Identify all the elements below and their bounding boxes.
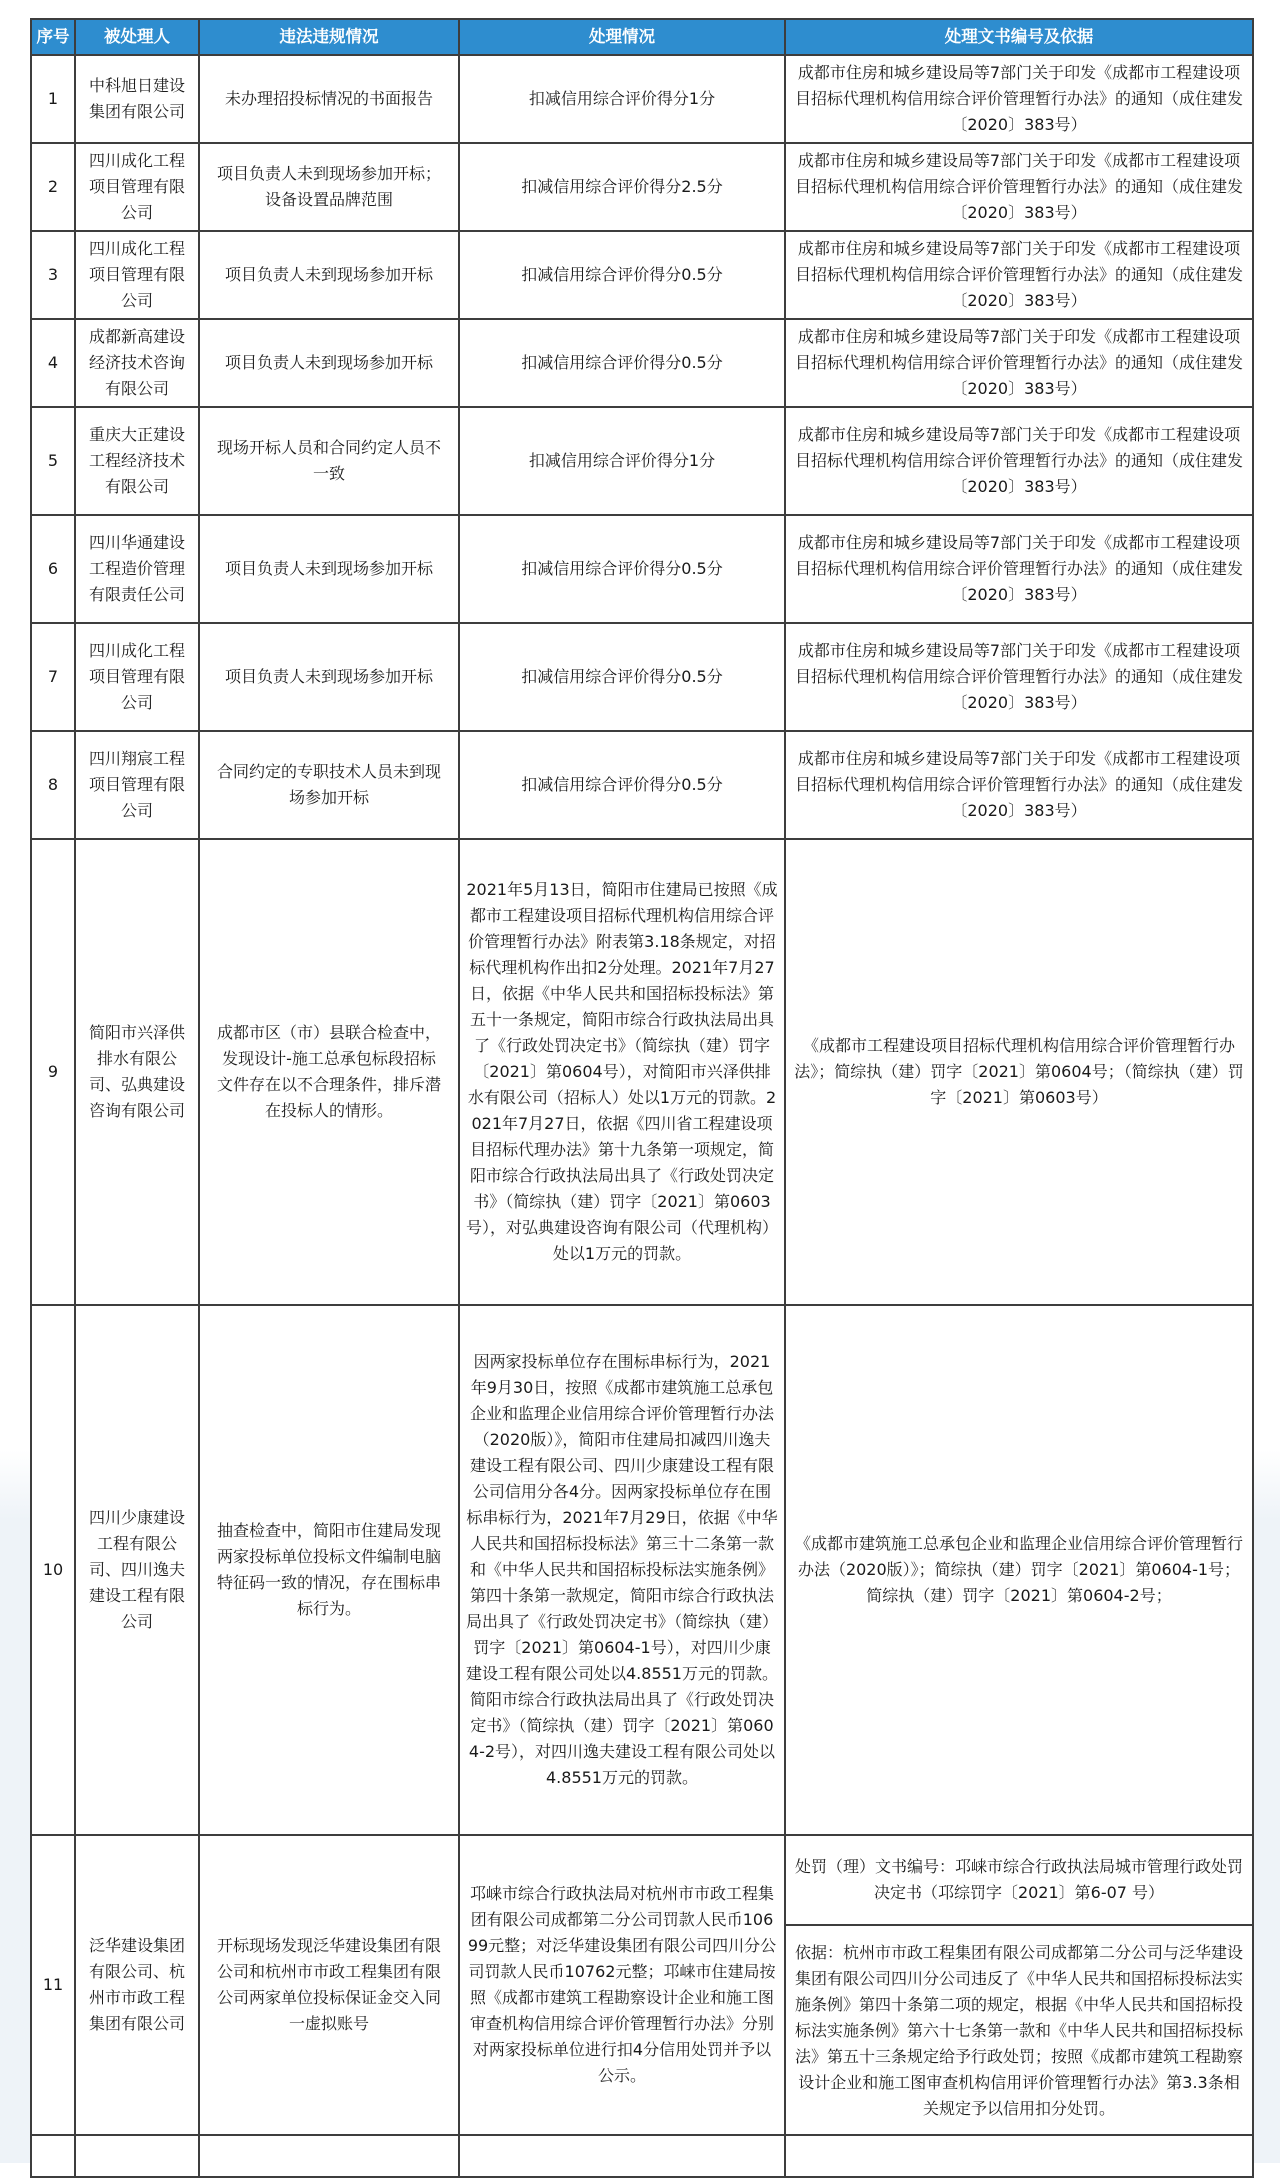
row-handling: 2021年5月13日，简阳市住建局已按照《成都市工程建设项目招标代理机构信用综合评价管理暂行办法》附表第3.18条规定，对招标代理机构作出扣2分处理。2021年7月27日，依据《中华人民共和国招标投标法》第五十一条规定，简阳市综合行政执法局出具了《行政处罚决定书》（简综执（建）罚字〔2021〕第0604号），对简阳市兴泽供排水有限公司（招标人）处以1万元的罚款。2021年7月27日，依据《四川省工程建设项目招标代理办法》第十九条第一项规定，简阳市综合行政执法局出具了《行政处罚决定书》（简综执（建）罚字〔2021〕第0603号），对弘典建设咨询有限公司（代理机构）处以1万元的罚款。 (459, 839, 785, 1305)
table-row (31, 319, 1253, 407)
table-row (31, 515, 1253, 623)
row-party: 泛华建设集团有限公司、杭州市市政工程集团有限公司 (75, 1835, 199, 2135)
penalty-table (30, 18, 1254, 2178)
row-doc: 成都市住房和城乡建设局等7部门关于印发《成都市工程建设项目招标代理机构信用综合评价管理暂行办法》的通知（成住建发〔2020〕383号） (785, 143, 1253, 231)
row-handling: 扣减信用综合评价得分0.5分 (459, 515, 785, 623)
row-handling: 扣减信用综合评价得分0.5分 (459, 319, 785, 407)
row-party: 成都新高建设经济技术咨询有限公司 (75, 319, 199, 407)
row-violation: 项目负责人未到现场参加开标 (199, 623, 459, 731)
row-party: 四川成化工程项目管理有限公司 (75, 231, 199, 319)
row-party: 简阳市兴泽供排水有限公司、弘典建设咨询有限公司 (75, 839, 199, 1305)
row-doc: 《成都市工程建设项目招标代理机构信用综合评价管理暂行办法》；简综执（建）罚字〔2021〕第0604号；（简综执（建）罚字〔2021〕第0603号） (785, 839, 1253, 1305)
row-handling: 扣减信用综合评价得分0.5分 (459, 623, 785, 731)
row-violation: 项目负责人未到现场参加开标 (199, 319, 459, 407)
row-no: 5 (31, 407, 75, 515)
header-violation: 违法违规情况 (199, 19, 459, 55)
table-row (31, 231, 1253, 319)
cutoff-cell (75, 2135, 199, 2177)
table-row (31, 1835, 1253, 2135)
row-violation: 未办理招投标情况的书面报告 (199, 55, 459, 143)
row-violation: 项目负责人未到现场参加开标 (199, 231, 459, 319)
row-doc: 成都市住房和城乡建设局等7部门关于印发《成都市工程建设项目招标代理机构信用综合评价管理暂行办法》的通知（成住建发〔2020〕383号） (785, 731, 1253, 839)
row-handling: 扣减信用综合评价得分2.5分 (459, 143, 785, 231)
row-party: 重庆大正建设工程经济技术有限公司 (75, 407, 199, 515)
header-handling: 处理情况 (459, 19, 785, 55)
table-row-cutoff (31, 2135, 1253, 2177)
row-party: 四川成化工程项目管理有限公司 (75, 143, 199, 231)
row-party: 四川成化工程项目管理有限公司 (75, 623, 199, 731)
row-party: 四川华通建设工程造价管理有限责任公司 (75, 515, 199, 623)
cutoff-cell (785, 2135, 1253, 2177)
table-row (31, 623, 1253, 731)
table-header-row (31, 19, 1253, 55)
row-party: 四川少康建设工程有限公司、四川逸夫建设工程有限公司 (75, 1305, 199, 1835)
row-handling: 扣减信用综合评价得分0.5分 (459, 231, 785, 319)
row-handling: 扣减信用综合评价得分0.5分 (459, 731, 785, 839)
row-no: 7 (31, 623, 75, 731)
row-violation: 现场开标人员和合同约定人员不一致 (199, 407, 459, 515)
row-party: 中科旭日建设集团有限公司 (75, 55, 199, 143)
row-violation: 合同约定的专职技术人员未到现场参加开标 (199, 731, 459, 839)
row-violation: 成都市区（市）县联合检查中，发现设计-施工总承包标段招标文件存在以不合理条件，排斥潜在投标人的情形。 (199, 839, 459, 1305)
row-violation: 抽查检查中，简阳市住建局发现两家投标单位投标文件编制电脑特征码一致的情况，存在围标串标行为。 (199, 1305, 459, 1835)
row-doc: 《成都市建筑施工总承包企业和监理企业信用综合评价管理暂行办法（2020版）》；简综执（建）罚字〔2021〕第0604-1号；简综执（建）罚字〔2021〕第0604-2号； (785, 1305, 1253, 1835)
table-row (31, 55, 1253, 143)
row-doc: 成都市住房和城乡建设局等7部门关于印发《成都市工程建设项目招标代理机构信用综合评价管理暂行办法》的通知（成住建发〔2020〕383号） (785, 407, 1253, 515)
row-doc: 成都市住房和城乡建设局等7部门关于印发《成都市工程建设项目招标代理机构信用综合评价管理暂行办法》的通知（成住建发〔2020〕383号） (785, 623, 1253, 731)
row-doc: 成都市住房和城乡建设局等7部门关于印发《成都市工程建设项目招标代理机构信用综合评价管理暂行办法》的通知（成住建发〔2020〕383号） (785, 55, 1253, 143)
cutoff-cell (199, 2135, 459, 2177)
table-row (31, 407, 1253, 515)
cutoff-cell (459, 2135, 785, 2177)
row-no: 4 (31, 319, 75, 407)
table-row (31, 839, 1253, 1305)
row-violation: 项目负责人未到现场参加开标 (199, 515, 459, 623)
doc-number-section: 处罚（理）文书编号：邛崃市综合行政执法局城市管理行政处罚决定书（邛综罚字〔2021〕第6-07 号） (786, 1836, 1252, 1926)
row-no: 3 (31, 231, 75, 319)
row-no: 9 (31, 839, 75, 1305)
row-doc: 成都市住房和城乡建设局等7部门关于印发《成都市工程建设项目招标代理机构信用综合评价管理暂行办法》的通知（成住建发〔2020〕383号） (785, 231, 1253, 319)
row-no: 2 (31, 143, 75, 231)
row-no: 1 (31, 55, 75, 143)
row-handling: 扣减信用综合评价得分1分 (459, 55, 785, 143)
row-handling: 因两家投标单位存在围标串标行为，2021年9月30日，按照《成都市建筑施工总承包企业和监理企业信用综合评价管理暂行办法（2020版）》，简阳市住建局扣减四川逸夫建设工程有限公司、四川少康建设工程有限公司信用分各4分。因两家投标单位存在围标串标行为，2021年7月29日，依据《中华人民共和国招标投标法》第三十二条第一款和《中华人民共和国招标投标法实施条例》第四十条第一款规定，简阳市综合行政执法局出具了《行政处罚决定书》（简综执（建）罚字〔2021〕第0604-1号），对四川少康建设工程有限公司处以4.8551万元的罚款。简阳市综合行政执法局出具了《行政处罚决定书》（简综执（建）罚字〔2021〕第0604-2号），对四川逸夫建设工程有限公司处以4.8551万元的罚款。 (459, 1305, 785, 1835)
table-row (31, 731, 1253, 839)
table-row (31, 1305, 1253, 1835)
row-handling: 扣减信用综合评价得分1分 (459, 407, 785, 515)
header-doc: 处理文书编号及依据 (785, 19, 1253, 55)
row-no: 11 (31, 1835, 75, 2135)
cutoff-cell (31, 2135, 75, 2177)
table-row (31, 143, 1253, 231)
header-no: 序号 (31, 19, 75, 55)
row-no: 6 (31, 515, 75, 623)
row-doc: 成都市住房和城乡建设局等7部门关于印发《成都市工程建设项目招标代理机构信用综合评价管理暂行办法》的通知（成住建发〔2020〕383号） (785, 319, 1253, 407)
row-violation: 开标现场发现泛华建设集团有限公司和杭州市市政工程集团有限公司两家单位投标保证金交入同一虚拟账号 (199, 1835, 459, 2135)
row-no: 10 (31, 1305, 75, 1835)
row-party: 四川翔宸工程项目管理有限公司 (75, 731, 199, 839)
row-doc: 成都市住房和城乡建设局等7部门关于印发《成都市工程建设项目招标代理机构信用综合评价管理暂行办法》的通知（成住建发〔2020〕383号） (785, 515, 1253, 623)
doc-basis-section: 依据：杭州市市政工程集团有限公司成都第二分公司与泛华建设集团有限公司四川分公司违反了《中华人民共和国招标投标法实施条例》第四十条第二项的规定，根据《中华人民共和国招标投标法实施条例》第六十七条第一款和《中华人民共和国招标投标法》第五十三条规定给予行政处罚；按照《成都市建筑工程勘察设计企业和施工图审查机构信用评价管理暂行办法》第3.3条相关规定予以信用扣分处罚。 (794, 1943, 1243, 2118)
row-violation: 项目负责人未到现场参加开标；设备设置品牌范围 (199, 143, 459, 231)
row-handling: 邛崃市综合行政执法局对杭州市市政工程集团有限公司成都第二分公司罚款人民币10699元整；对泛华建设集团有限公司四川分公司罚款人民币10762元整；邛崃市住建局按照《成都市建筑工程勘察设计企业和施工图审查机构信用综合评价管理暂行办法》分别对两家投标单位进行扣4分信用处罚并予以公示。 (459, 1835, 785, 2135)
row-doc (785, 1835, 1253, 2135)
header-party: 被处理人 (75, 19, 199, 55)
row-no: 8 (31, 731, 75, 839)
